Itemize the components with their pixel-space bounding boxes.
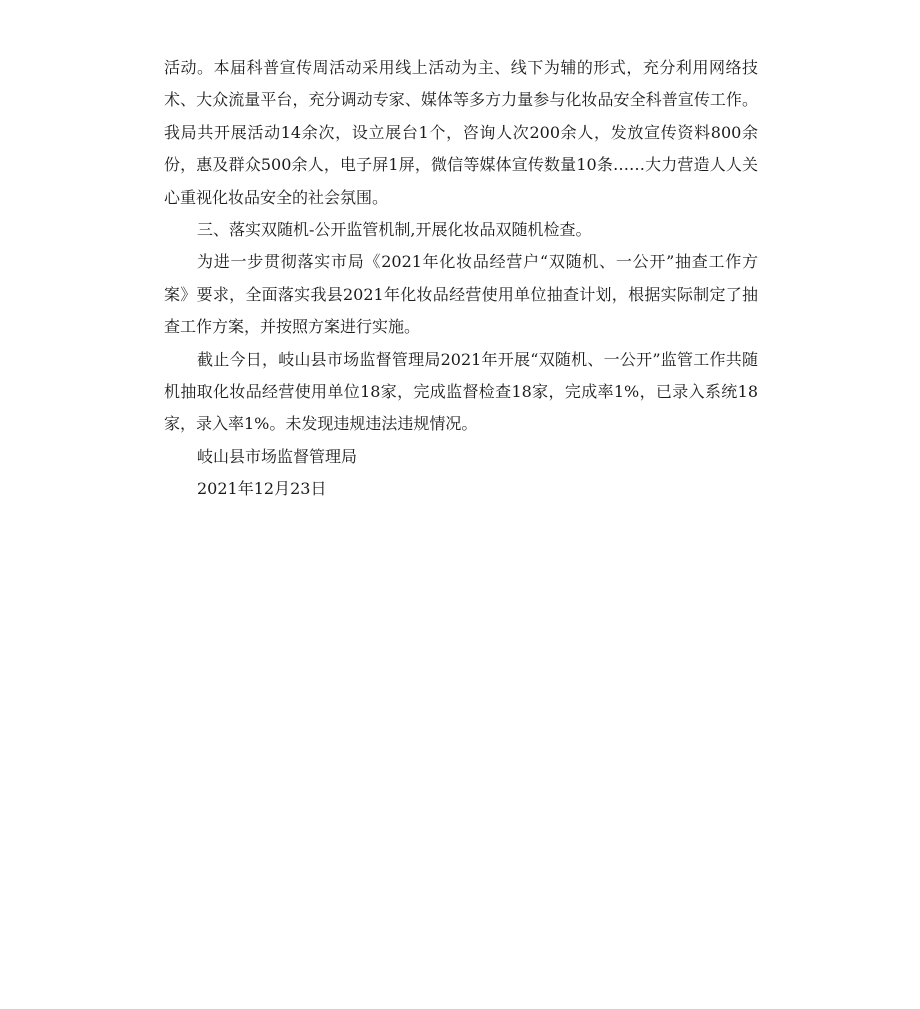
paragraph-inspection-results: 截止今日，岐山县市场监督管理局2021年开展“双随机、一公开”监管工作共随机抽取化妆品经营使用单位18家，完成监督检查18家，完成率1%，已录入系统18家，录入率1%。未发现违规违法违规情况。 (164, 349, 758, 434)
paragraph-campaign-summary: 活动。本届科普宣传周活动采用线上活动为主、线下为辅的形式，充分利用网络技术、大众流量平台，充分调动专家、媒体等多方力量参与化妆品安全科普宣传工作。我局共开展活动14余次，设立展台1个，咨询人次200余人，发放宣传资料800余份，惠及群众500余人，电子屏1屏，微信等媒体宣传数量10条……大力营造人人关心重视化妆品安全的社会氛围。 (164, 58, 758, 207)
section-heading-random-inspection: 三、落实双随机-公开监管机制,开展化妆品双随机检查。 (197, 220, 592, 240)
document-page (164, 52, 758, 506)
paragraph-inspection-plan: 为进一步贯彻落实市局《2021年化妆品经营户“双随机、一公开”抽查工作方案》要求，全面落实我县2021年化妆品经营使用单位抽查计划，根据实际制定了抽查工作方案，并按照方案进行实施。 (164, 252, 758, 337)
signature-organization: 岐山县市场监督管理局 (197, 446, 358, 466)
signature-date: 2021年12月23日 (197, 479, 327, 499)
